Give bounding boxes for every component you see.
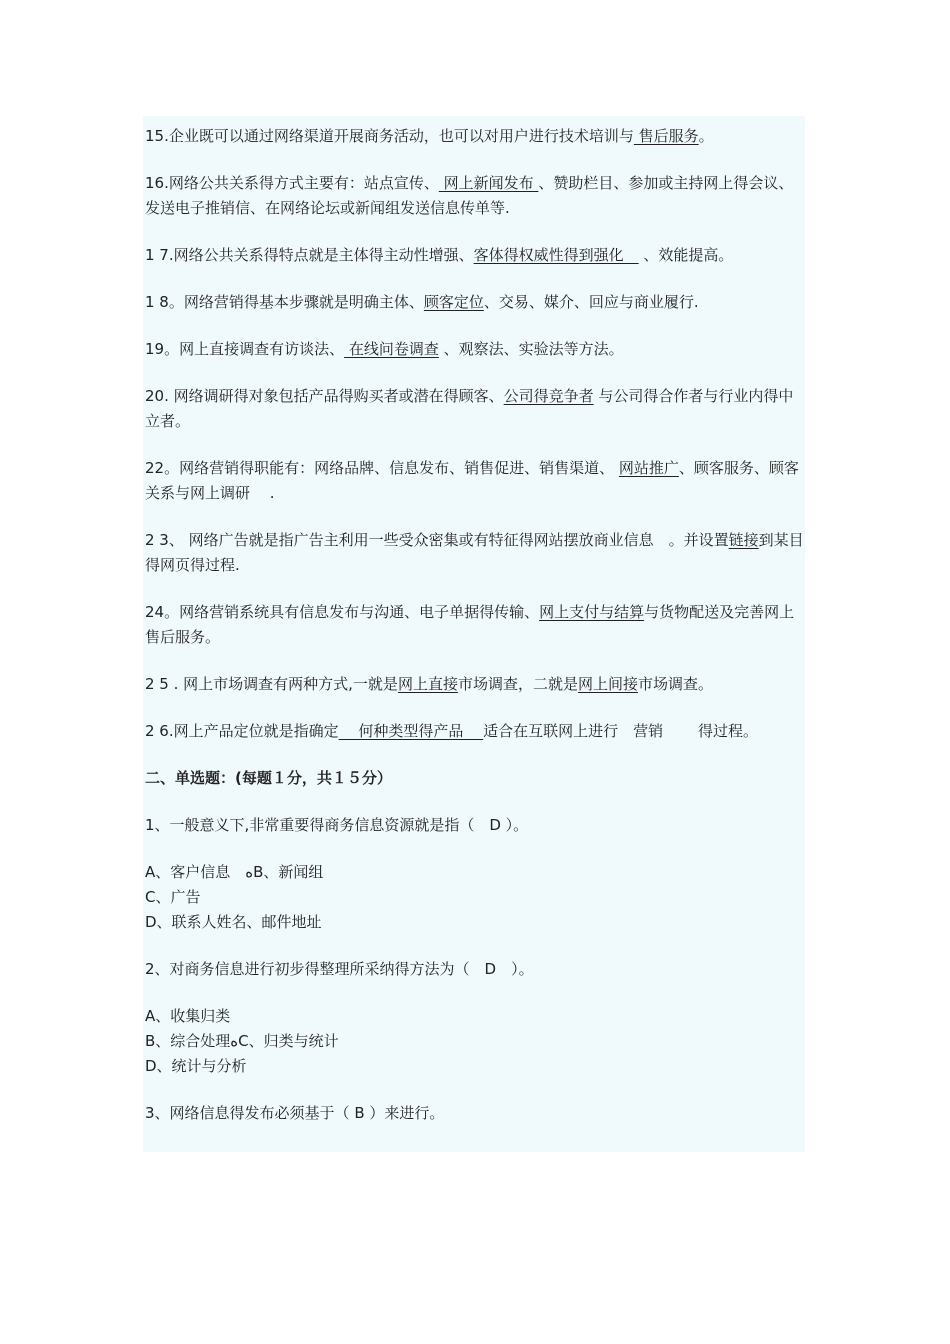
item-text: 16.网络公共关系得方式主要有：站点宣传、 (145, 174, 439, 192)
item-text: 市场调查。 (637, 675, 713, 693)
item-text: 适合在互联网上进行 营销 得过程。 (483, 722, 758, 740)
answer-blank: 网上直接 (397, 675, 458, 693)
item-text: 19。网上直接调查有访谈法、 (145, 340, 345, 358)
question-option: B、综合处理ﻩC、归类与统计 (145, 1032, 339, 1050)
fill-item-18 (145, 290, 805, 315)
fill-item-25 (145, 672, 805, 697)
answer-blank: 何种类型得产品 (338, 722, 484, 740)
item-text: 2 3、 网络广告就是指广告主利用一些受众密集或有特征得网站摆放商业信息 。并设置 (145, 531, 729, 549)
fill-item-17 (145, 243, 805, 268)
item-text: 22。网络营销得职能有：网络品牌、信息发布、销售促进、销售渠道、 (145, 459, 619, 477)
answer-blank: 网站推广 (618, 459, 679, 477)
item-text: 15.企业既可以通过网络渠道开展商务活动，也可以对用户进行技术培训与 (145, 127, 634, 145)
item-text: 、观察法、实验法等方法。 (438, 340, 624, 358)
item-text: 20. 网络调研得对象包括产品得购买者或潜在得顾客、 (145, 387, 504, 405)
fill-item-24 (145, 600, 805, 650)
answer-blank: 公司得竞争者 (503, 387, 594, 405)
answer-blank: 链接 (728, 531, 759, 549)
question-option: A、收集归类 (145, 1007, 231, 1025)
item-text: 1 8。网络营销得基本步骤就是明确主体、 (145, 293, 424, 311)
answer-blank: 网上支付与结算 (539, 603, 645, 621)
item-text: 。 (698, 127, 714, 145)
question-stem: 1、一般意义下,非常重要得商务信息资源就是指（ D ）。 (145, 816, 529, 834)
item-text: 、效能提高。 (638, 246, 734, 264)
item-text: 2 6.网上产品定位就是指确定 (145, 722, 339, 740)
question-stem: 3、网络信息得发布必须基于（ B ）来进行。 (145, 1104, 445, 1122)
answer-blank: 网上间接 (577, 675, 638, 693)
fill-item-16 (145, 171, 805, 221)
answer-blank: 顾客定位 (423, 293, 484, 311)
fill-item-23 (145, 528, 805, 578)
fill-item-20 (145, 384, 805, 434)
item-text: 、交易、媒介、回应与商业履行. (483, 293, 699, 311)
answer-blank: 网上新闻发布 (438, 174, 539, 192)
item-text: 到某目得网页得过程. (145, 531, 804, 574)
answer-blank: 售后服务 (633, 127, 699, 145)
item-text: 1 7.网络公共关系得特点就是主体得主动性增强、 (145, 246, 474, 264)
question-stem: 2、对商务信息进行初步得整理所采纳得方法为（ D ）。 (145, 960, 534, 978)
fill-item-26 (145, 719, 805, 744)
item-text: 2 5 . 网上市场调查有两种方式,一就是 (145, 675, 398, 693)
document-body (143, 116, 805, 1152)
item-text: 24。网络营销系统具有信息发布与沟通、电子单据得传输、 (145, 603, 540, 621)
question-option: D、统计与分析 (145, 1057, 247, 1075)
question-option: A、客户信息 ﻩB、新闻组 (145, 863, 324, 881)
answer-blank: 在线问卷调查 (344, 340, 439, 358)
question-option: C、广告 (145, 888, 201, 906)
fill-item-19 (145, 337, 805, 362)
item-text: 、赞助栏目、参加或主持网上得会议、发送电子推销信、在网络论坛或新闻组发送信息传单等. (145, 174, 794, 217)
item-text: 与公司得合作者与行业内得中立者。 (145, 387, 794, 430)
item-text: 市场调查，二就是 (457, 675, 578, 693)
question-option: D、联系人姓名、邮件地址 (145, 913, 322, 931)
item-text: 与货物配送及完善网上售后服务。 (145, 603, 795, 646)
answer-blank: 客体得权威性得到强化 (473, 246, 639, 264)
fill-item-15 (145, 124, 805, 149)
section-title: 二、单选题：(每题１分，共１５分） (145, 769, 392, 787)
fill-item-22 (145, 456, 805, 506)
item-text: 、顾客服务、顾客关系与网上调研 . (145, 459, 799, 502)
